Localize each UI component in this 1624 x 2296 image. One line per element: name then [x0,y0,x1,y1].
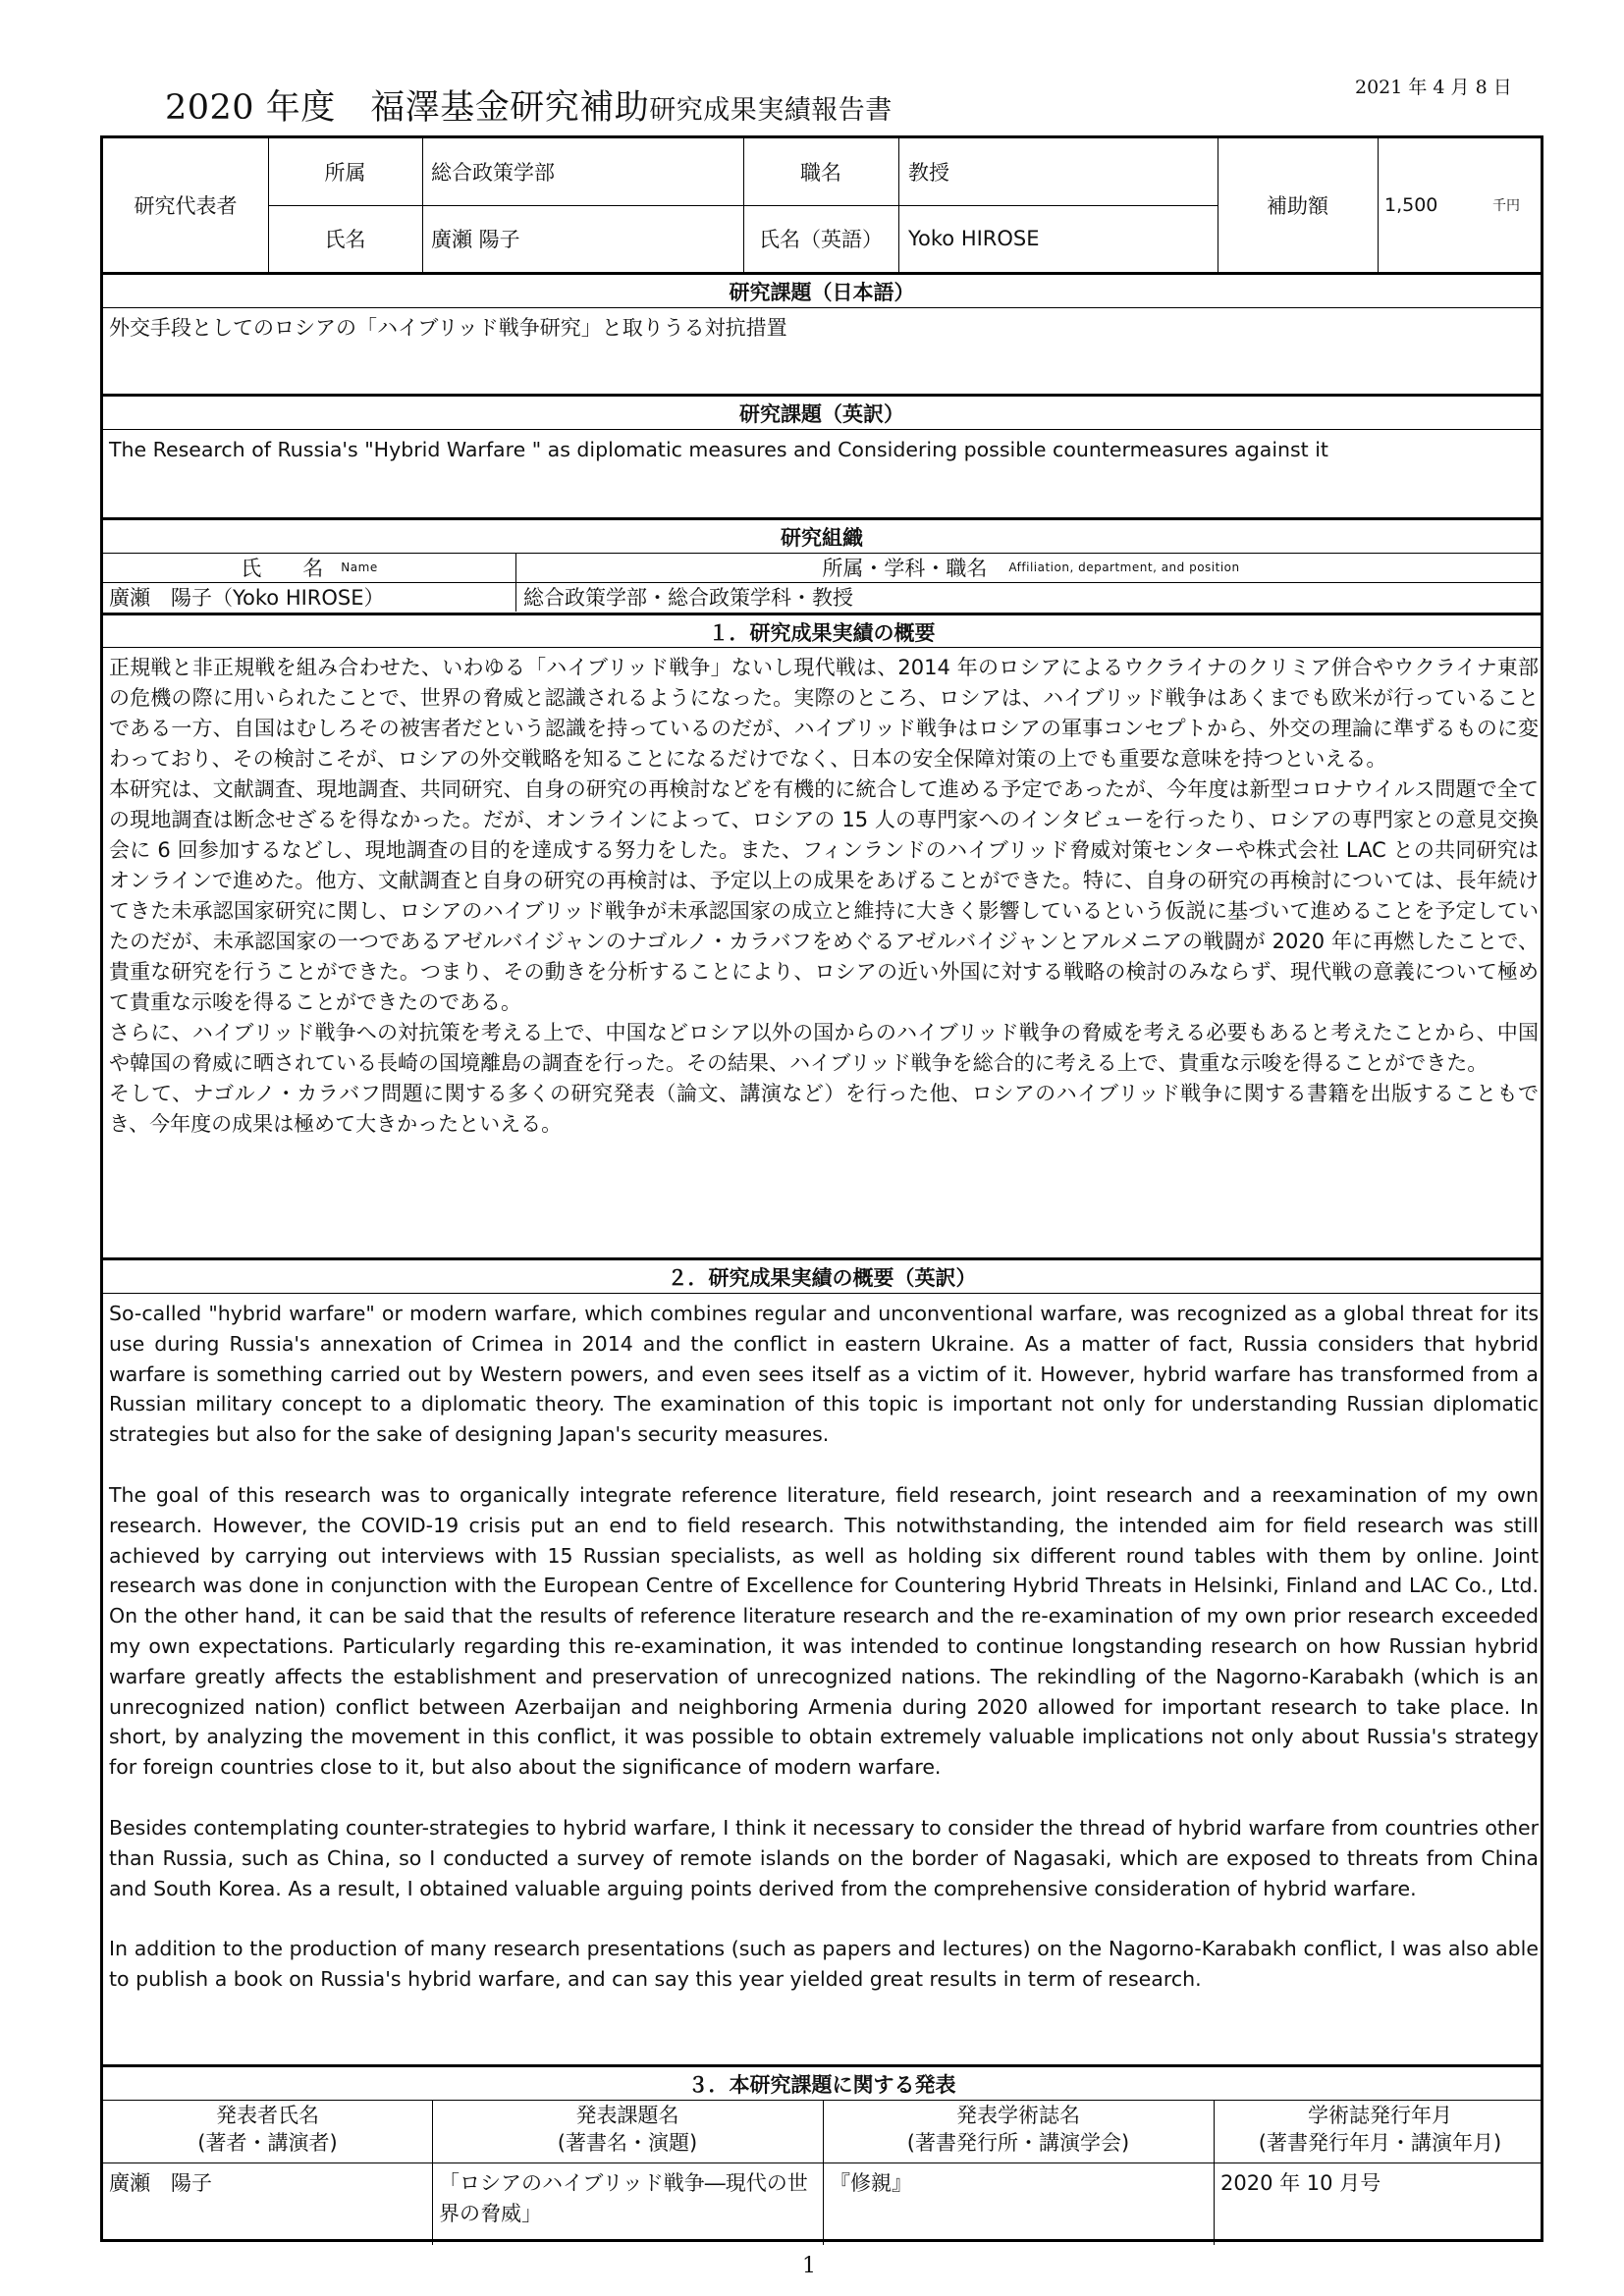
org-affiliation-label: 所属・学科・職名 [822,557,988,580]
org-member-affiliation: 総合政策学部・総合政策学科・教授 [523,586,853,610]
pub-row-title: 「ロシアのハイブリッド戦争―現代の世界の脅威」 [439,2171,808,2225]
name-en-value: Yoko HIROSE [908,227,1040,250]
grant-value: 1,500 [1384,194,1438,216]
pub-col-journal-line2: (著書発行所・講演学会) [906,2131,1130,2155]
report-title [165,80,893,130]
org-affiliation-sub: Affiliation, department, and position [1008,561,1240,574]
pub-col-date-line1: 学術誌発行年月 [1308,2104,1452,2127]
summary-en-paragraph: Besides contemplating counter-strategies to hybrid warfare, I think it necessary to consider the thread of hybrid warfare from countries other than Russia, such as China, so I conducted a survey of remote islands on the border of Nagasaki, which are exposed to threats from China and South Korea. As a result, I obtained valuable arguing points derived from the comprehensive consideration of hybrid warfare. [109,1815,1539,1900]
pub-row-author: 廣瀬 陽子 [109,2171,212,2195]
publications-heading: ３．本研究課題に関する発表 [687,2073,956,2097]
affiliation-label: 所属 [324,161,366,185]
topic-jp-text: 外交手段としてのロシアの「ハイブリッド戦争研究」と取りうる対抗措置 [109,316,787,340]
summary-jp-paragraph: 正規戦と非正規戦を組み合わせた、いわゆる「ハイブリッド戦争」ないし現代戦は、2014 年のロシアによるウクライナのクリミア併合やウクライナ東部の危機の際に用いられたことで、世界の脅威と認識されるようになった。実際のところ、ロシアは、ハイブリッド戦争はあくまでも欧米が行っていることである一方、自国はむしろその被害者だという認識を持っているのだが、ハイブリッド戦争はロシアの軍事コンセプトから、外交の理論に準ずるものに変わっており、その検討こそが、ロシアの外交戦略を知ることになるだけでなく、日本の安全保障対策の上でも重要な意味を持つといえる。 [109,656,1539,771]
report-form [100,135,1543,2242]
summary-jp-heading: １．研究成果実績の概要 [708,621,936,645]
topic-en-text: The Research of Russia's "Hybrid Warfare " as diplomatic measures and Considering possible countermeasures against it [109,438,1328,461]
summary-jp-paragraph: さらに、ハイブリッド戦争への対抗策を考える上で、中国などロシア以外の国からのハイブリッド戦争の脅威を考える必要もあると考えたことから、中国や韓国の脅威に晒されている長崎の国境離島の調査を行った。その結果、ハイブリッド戦争を総合的に考える上で、貴重な示唆を得ることができた。 [109,1021,1539,1075]
page-number: 1 [802,2254,816,2278]
grant-label: 補助額 [1267,194,1328,218]
report-title-main: 2020 年度 福澤基金研究補助 [165,88,650,128]
summary-en-paragraph: So-called "hybrid warfare" or modern warfare, which combines regular and unconventional warfare, was recognized as a global threat for its use during Russia's annexation of Crimea in 2014 and the conflict in eastern Ukraine. As a matter of fact, Russia considers that hybrid warfare is something carried out by Western powers, and even sees itself as a victim of it. However, hybrid warfare has transformed from a Russian military concept to a diplomatic theory. The examination of this topic is important not only for understanding Russian diplomatic strategies but also for the sake of designing Japan's security measures. [109,1302,1539,1447]
summary-en-paragraph: In addition to the production of many research presentations (such as papers and lectures) on the Nagorno-Karabakh conflict, I was also able to publish a book on Russia's hybrid warfare, and can say this year yielded great results in term of research. [109,1937,1539,1992]
pub-col-author-line1: 発表者氏名 [216,2104,319,2127]
org-name-label: 氏 名 [241,557,324,580]
position-value: 教授 [908,161,949,185]
name-en-label: 氏名（英語） [759,228,883,251]
pub-col-title-header [432,2102,823,2161]
summary-jp-paragraph: そして、ナゴルノ・カラバフ問題に関する多くの研究発表（論文、講演など）を行った他、ロシアのハイブリッド戦争に関する書籍を出版することもでき、今年度の成果は極めて大きかったといえる。 [109,1082,1539,1136]
name-value: 廣瀬 陽子 [431,228,520,251]
summary-en-paragraph: The goal of this research was to organically integrate reference literature, field research, joint research and a reexamination of my own research. However, the COVID-19 crisis put an end to field research. This notwithstanding, the intended aim for field research was still achieved by carrying out interviews with 15 Russian specialists, as well as holding six different round tables with them by online. Joint research was done in conjunction with the European Centre of Excellence for Countering Hybrid Threats in Helsinki, Finland and LAC Co., Ltd. On the other hand, it can be said that the results of reference literature research and the re-examination of my own prior research exceeded my own expectations. Particularly regarding this re-examination, it was intended to continue longstanding research on how Russian hybrid warfare greatly affects the establishment and preservation of unrecognized nations. The rekindling of the Nagorno-Karabakh (which is an unrecognized nation) conflict between Azerbaijan and neighboring Armenia during 2020 allowed for important research to take place. In short, by analyzing the movement in this conflict, it was possible to obtain extremely valuable implications not only about Russia's strategy for foreign countries close to it, but also about the significance of modern warfare. [109,1482,1539,1780]
org-name-sub: Name [341,561,378,574]
pub-row-journal: 『修親』 [830,2171,912,2195]
representative-label: 研究代表者 [134,194,238,218]
pub-col-title-line2: (著書名・演題) [557,2131,698,2155]
topic-en-heading: 研究課題（英訳） [739,402,904,426]
summary-en-heading: ２．研究成果実績の概要（英訳） [667,1266,977,1290]
report-title-sub: 研究成果実績報告書 [649,95,893,126]
pub-col-author-line2: (著者・講演者) [197,2131,338,2155]
summary-jp-paragraph: 本研究は、文献調査、現地調査、共同研究、自身の研究の再検討などを有機的に統合して進める予定であったが、今年度は新型コロナウイルス問題で全ての現地調査は断念せざるを得なかった。だが、オンラインによって、ロシアの 15 人の専門家へのインタビューを行ったり、ロシアの専門家との意見交換会に 6 回参加するなどし、現地調査の目的を達成する努力をした。また、フィンランドのハイブリッド脅威対策センターや株式会社 LAC との共同研究はオンラインで進めた。他方、文献調査と自身の研究の再検討は、予定以上の成果をあげることができた。特に、自身の研究の再検討については、長年続けてきた未承認国家研究に関し、ロシアのハイブリッド戦争が未承認国家の成立と維持に大きく影響しているという仮説に基づいて進めることを予定していたのだが、未承認国家の一つであるアゼルバイジャンのナゴルノ・カラバフをめぐるアゼルバイジャンとアルメニアの戦闘が 2020 年に再燃したことで、貴重な研究を行うことができた。つまり、その動きを分析することにより、ロシアの近い外国に対する戦略の検討のみならず、現代戦の意義について極めて貴重な示唆を得ることができたのである。 [109,777,1539,1014]
topic-jp-heading: 研究課題（日本語） [729,281,915,304]
summary-en-body [109,1299,1539,1995]
summary-jp-body [109,653,1539,1140]
name-label: 氏名 [324,228,366,251]
org-member-name: 廣瀬 陽子（Yoko HIROSE） [109,586,385,610]
pub-col-title-line1: 発表課題名 [575,2104,679,2127]
pub-col-journal-header [823,2102,1214,2161]
pub-col-date-line2: (著書発行年月・講演年月) [1258,2131,1502,2155]
organization-heading: 研究組織 [781,526,863,550]
grant-unit: 千円 [1492,198,1520,214]
pub-col-journal-line1: 発表学術誌名 [956,2104,1080,2127]
pub-col-date-header [1214,2102,1546,2161]
report-date: 2021 年 4 月 8 日 [1355,77,1512,98]
pub-row-date: 2020 年 10 月号 [1220,2171,1381,2195]
position-label: 職名 [800,161,841,185]
pub-col-author-header [103,2102,432,2161]
affiliation-value: 総合政策学部 [431,161,555,185]
